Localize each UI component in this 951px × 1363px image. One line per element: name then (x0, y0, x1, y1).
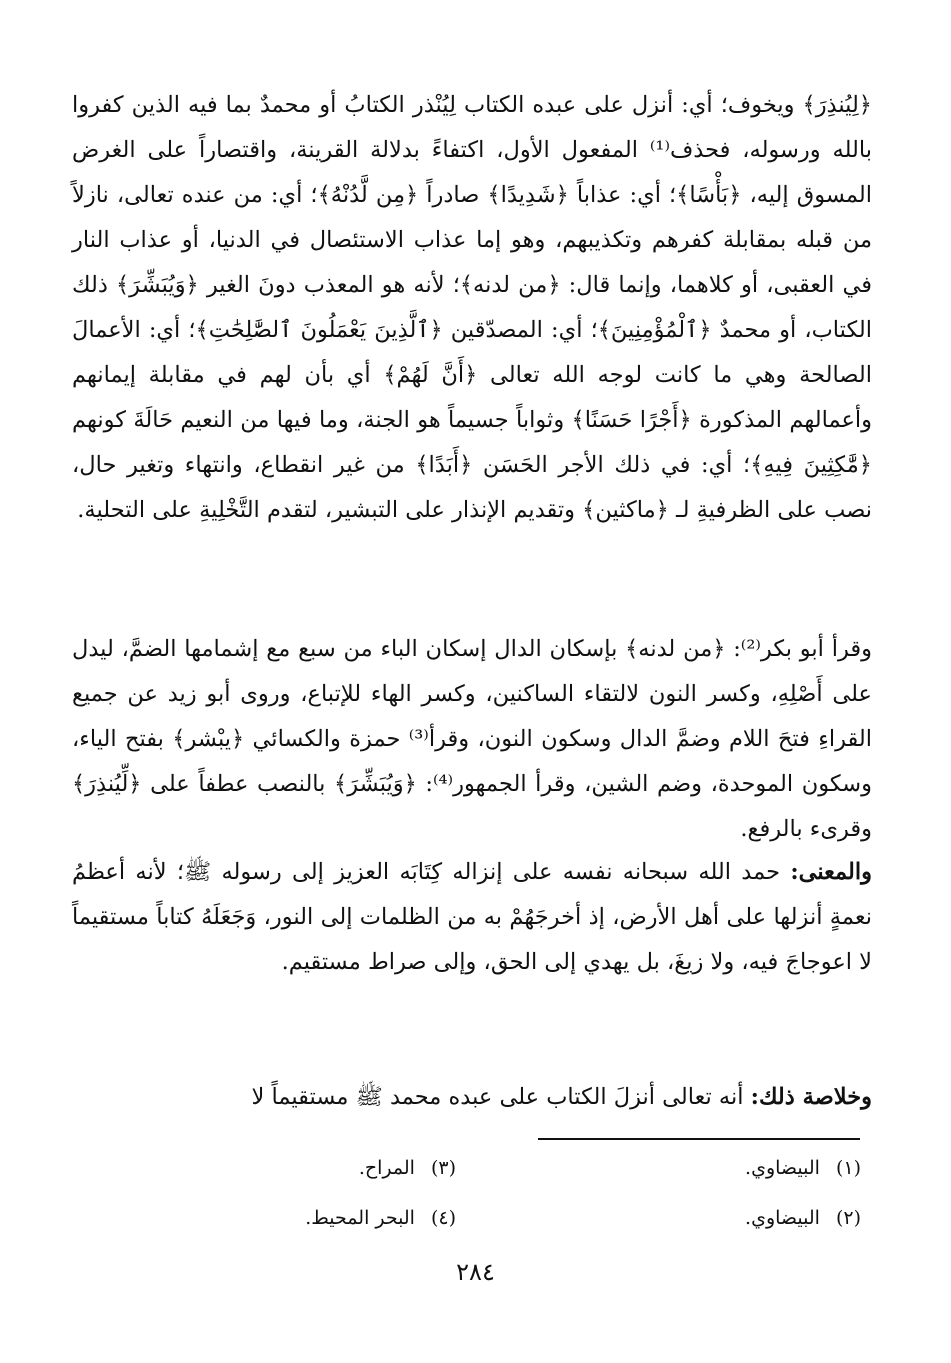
footnote-divider (538, 1138, 860, 1140)
summary-heading: وخلاصة ذلك: (750, 1084, 872, 1110)
footnote-number: (١) (835, 1157, 861, 1179)
footnote-1 (745, 1155, 861, 1181)
page-number: ٢٨٤ (456, 1258, 495, 1286)
footnote-text: البيضاوي. (745, 1157, 820, 1179)
meaning-heading: والمعنى: (790, 859, 872, 885)
footnote-2 (745, 1205, 861, 1231)
footnote-text: المراح. (358, 1157, 415, 1179)
footnote-4 (305, 1205, 456, 1231)
qiraat-paragraph (72, 627, 872, 852)
footnote-number: (٤) (430, 1207, 456, 1229)
footnote-text: البحر المحيط. (305, 1207, 415, 1229)
footnote-number: (٣) (430, 1157, 456, 1179)
footnote-3 (359, 1155, 456, 1181)
paragraph-text: أنه تعالى أنزلَ الكتاب على عبده محمد ﷺ مستقيماً لا (251, 1084, 751, 1110)
summary-paragraph (72, 1075, 872, 1120)
meaning-paragraph (72, 850, 872, 985)
paragraph-text: وقرأ أبو بكر⁽²⁾: ﴿من لدنه﴾ بإسكان الدال إسكان الباء من سبع مع إشمامها الضمَّ، ليدل على أَصْلِهِ، وكسر النون لالتقاء الساكنين، وكسر الهاء للإتباع، وروى أبو زيد عن جميع القراءِ فتحَ اللام وضمَّ الدال وسكون النون، وقرأ⁽³⁾ حمزة والكسائي ﴿يبْشر﴾ بفتح الياء، وسكون الموحدة، وضم الشين، وقرأ الجمهور⁽⁴⁾: ﴿وَيُبَشِّرَ﴾ بالنصب عطفاً على ﴿لِّيُنذِرَ﴾ وقرىء بالرفع. (72, 636, 872, 842)
paragraph-text: ﴿لِيُنذِرَ﴾ ويخوف؛ أي: أنزل على عبده الكتاب لِيُنْذر الكتابُ أو محمدٌ بما فيه الذين كفروا بالله ورسوله، فحذف⁽¹⁾ المفعول الأول، اكتفاءً بدلالة القرينة، واقتصاراً على الغرض المسوق إليه، ﴿بَأْسًا﴾؛ أي: عذاباً ﴿شَدِيدًا﴾ صادراً ﴿مِن لَّدُنْهُ﴾؛ أي: من عنده تعالى، نازلاً من قبله بمقابلة كفرهم وتكذيبهم، وهو إما عذاب الاستئصال في الدنيا، أو عذاب النار في العقبى، أو كلاهما، وإنما قال: ﴿من لدنه﴾؛ لأنه هو المعذب دونَ الغير ﴿وَيُبَشِّرَ﴾ ذلك الكتاب، أو محمدٌ ﴿ٱلْمُؤْمِنِينَ﴾؛ أي: المصدّقين ﴿ٱلَّذِينَ يَعْمَلُونَ ٱلصَّٰلِحَٰتِ﴾؛ أي: الأعمالَ الصالحة وهي ما كانت لوجه الله تعالى ﴿أَنَّ لَهُمْ﴾ أي بأن لهم في مقابلة إيمانهم وأعمالهم المذكورة ﴿أَجْرًا حَسَنًا﴾ وثواباً جسيماً هو الجنة، وما فيها من النعيم حَالَةَ كونهم ﴿مَّٰكِثِينَ فِيهِ﴾؛ أي: في ذلك الأجر الحَسَن ﴿أَبَدًا﴾ من غير انقطاع، وانتهاء وتغير حال، نصب على الظرفيةِ لـ ﴿ماكثين﴾ وتقديم الإنذار على التبشير، لتقدم التَّخْلِيةِ على التحلية. (72, 92, 872, 523)
footnote-number: (٢) (835, 1207, 861, 1229)
footnote-text: البيضاوي. (745, 1207, 820, 1229)
tafsir-paragraph-1 (72, 83, 872, 533)
paragraph-text: حمد الله سبحانه نفسه على إنزاله كِتَابَه العزيز إلى رسوله ﷺ؛ لأنه أعظمُ نعمةٍ أنزلها على أهل الأرض، إذ أخرجَهُمْ به من الظلمات إلى النور، وَجَعَلَهُ كتاباً مستقيماً لا اعوجاجَ فيه، ولا زيغَ، بل يهدي إلى الحق، وإلى صراط مستقيم. (72, 859, 872, 975)
